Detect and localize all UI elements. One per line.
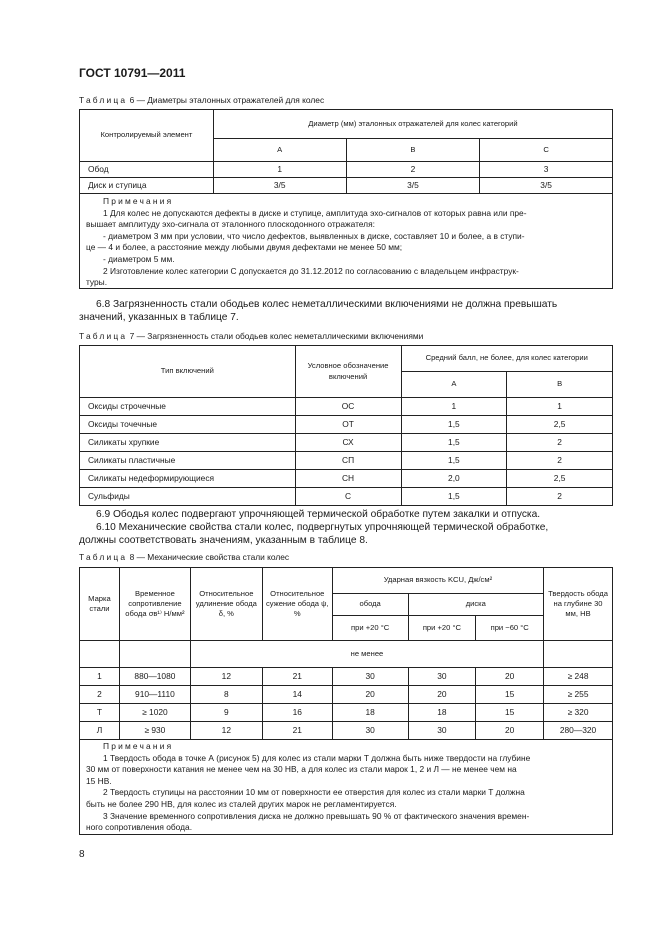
table8-note-line: ного сопротивления обода.	[86, 822, 193, 833]
table6	[79, 109, 613, 194]
table6-notes-title: Примечания	[103, 196, 174, 206]
table8-rim-header: обода	[332, 594, 408, 616]
table8-cell: 18	[332, 704, 408, 722]
table6-cell: 3/5	[213, 178, 346, 194]
table8-empty-cell	[119, 641, 190, 668]
table7-row-name: Сульфиды	[80, 488, 296, 506]
table8-elongation-header: Относительное удлинение обода δ, %	[190, 568, 262, 641]
table6-cat-a: А	[213, 139, 346, 162]
table8-cell: 16	[262, 704, 332, 722]
table7-cell: 1,5	[401, 488, 507, 506]
table-row	[80, 178, 613, 194]
table8-cell: 21	[262, 668, 332, 686]
table6-row-name: Обод	[80, 162, 214, 178]
table8-cell: ≥ 930	[119, 722, 190, 740]
table7-row-code: С	[295, 488, 401, 506]
table-row	[80, 416, 613, 434]
table7-cat-a: А	[401, 372, 507, 398]
table8-cell: 910—1110	[119, 686, 190, 704]
table7-cell: 1	[401, 398, 507, 416]
table-row	[80, 668, 613, 686]
table8-cell: 30	[408, 668, 476, 686]
table6-row-name: Диск и ступица	[80, 178, 214, 194]
table8-cell: 14	[262, 686, 332, 704]
table7-cell: 2,5	[507, 470, 613, 488]
table8-note-line: быть не более 290 НВ, для колес из сталей других марок не регламентируется.	[86, 798, 397, 809]
document-header: ГОСТ 10791—2011	[79, 66, 186, 80]
paragraph-6-9: 6.9 Ободья колес подвергают упрочняющей термической обработке путем закалки и отпуска.	[96, 509, 541, 520]
table8-cell: ≥ 320	[544, 704, 613, 722]
table8-cell: 20	[408, 686, 476, 704]
table8-cell: 30	[332, 668, 408, 686]
paragraph-line: 6.10 Механические свойства стали колес, подвергнутых упрочняющей термической обработке,	[96, 522, 549, 534]
table8-disc-header: диска	[408, 594, 544, 616]
table6-group-header: Диаметр (мм) эталонных отражателей для колес категорий	[213, 110, 612, 139]
table6-note-line: вышает амплитуду эхо-сигнала от эталонного плоскодонного отражателя:	[86, 219, 375, 230]
table8-cell: ≥ 255	[544, 686, 613, 704]
table8-note-line: 2 Твердость ступицы на расстоянии 10 мм от поверхности ее отверстия для колес из стали марки Т должна	[103, 787, 525, 798]
table8-cell: 9	[190, 704, 262, 722]
table7-row-code: СН	[295, 470, 401, 488]
paragraph-line: 6.8 Загрязненность стали ободьев колес неметаллическими включениями не должна превышать	[96, 299, 558, 310]
table8-cell: Т	[80, 704, 120, 722]
table7-row-name: Силикаты хрупкие	[80, 434, 296, 452]
table7-row-name: Оксиды строчечные	[80, 398, 296, 416]
table8-cell: 21	[262, 722, 332, 740]
table8-cell: 30	[332, 722, 408, 740]
table8-temp-header: при +20 °С	[408, 616, 476, 641]
table7-row-name: Оксиды точечные	[80, 416, 296, 434]
table7-group-header: Средний балл, не более, для колес категории	[401, 346, 613, 372]
table8-cell: Л	[80, 722, 120, 740]
table7-col1-header: Тип включений	[80, 346, 296, 398]
table8-cell: 12	[190, 722, 262, 740]
table8-cell: 880—1080	[119, 668, 190, 686]
table7-row-code: ОТ	[295, 416, 401, 434]
table8-cell: 8	[190, 686, 262, 704]
table8-caption-text: 8 — Механические свойства стали колес	[129, 552, 290, 562]
table8-cell: 1	[80, 668, 120, 686]
table-row	[80, 722, 613, 740]
table6-cell: 1	[213, 162, 346, 178]
paragraph-line: должны соответствовать значениям, указанным в таблице 8.	[79, 535, 368, 547]
table8-tensile-header: Временное сопротивление обода σв¹⁾ Н/мм²	[119, 568, 190, 641]
table6-note-line: 2 Изготовление колес категории С допускается до 31.12.2012 по согласованию с владельцем инфраструк-	[103, 265, 519, 276]
table7-cell: 2,0	[401, 470, 507, 488]
table8-min-header: не менее	[190, 641, 543, 668]
table-row	[80, 470, 613, 488]
table8-empty-cell	[80, 641, 120, 668]
table8-impact-header: Ударная вязкость KCU, Дж/см²	[332, 568, 543, 594]
table8-cell: 15	[476, 704, 544, 722]
table-row	[80, 434, 613, 452]
table6-cell: 3/5	[480, 178, 613, 194]
table8-caption	[79, 552, 289, 562]
table8-note-line: 1 Твердость обода в точке А (рисунок 5) для колес из стали марки Т должна быть ниже твердости на глубине	[103, 752, 531, 763]
table8-notes-title: Примечания	[103, 741, 174, 751]
table7-row-name: Силикаты недеформирующиеся	[80, 470, 296, 488]
table7-row-code: ОС	[295, 398, 401, 416]
table7-caption	[79, 331, 423, 341]
table7-row-name: Силикаты пластичные	[80, 452, 296, 470]
table8-contraction-header: Относительное сужение обода ψ, %	[262, 568, 332, 641]
table7-cell: 1,5	[401, 434, 507, 452]
table-row	[80, 162, 613, 178]
table6-note-line: - диаметром 3 мм при условии, что число дефектов, выявленных в диске, составляет 10 и более, а в ступи-	[103, 230, 525, 241]
table8-cell: ≥ 1020	[119, 704, 190, 722]
table6-cell: 3	[480, 162, 613, 178]
table6-caption-label: Таблица	[79, 95, 128, 105]
table7	[79, 345, 613, 506]
table6-cell: 3/5	[346, 178, 480, 194]
table7-caption-label: Таблица	[79, 331, 128, 341]
table6-note-line: туры.	[86, 277, 108, 288]
table-row	[80, 704, 613, 722]
table6-caption-text: 6 — Диаметры эталонных отражателей для колес	[129, 95, 325, 105]
table6-note-line: - диаметром 5 мм.	[103, 253, 175, 264]
table8-empty-cell	[544, 641, 613, 668]
table6-note-line: це — 4 и более, а расстояние между любыми двумя дефектами не менее 50 мм;	[86, 242, 403, 253]
page-number: 8	[79, 849, 85, 860]
table8-cell: 12	[190, 668, 262, 686]
table8-cell: 30	[408, 722, 476, 740]
table7-cell: 1,5	[401, 452, 507, 470]
table7-cell: 2	[507, 434, 613, 452]
table8-note-line: 30 мм от поверхности катания не менее чем на 30 НВ, а для колес из стали марок 1, 2 и Л — не менее чем на	[86, 764, 517, 775]
table8-cell: 20	[332, 686, 408, 704]
table7-cell: 1	[507, 398, 613, 416]
table8-cell: 20	[476, 722, 544, 740]
table6-note-line: 1 Для колес не допускаются дефекты в диске и ступице, амплитуда эхо-сигналов от которых равна или пре-	[103, 207, 527, 218]
table7-row-code: СХ	[295, 434, 401, 452]
table6-cat-c: С	[480, 139, 613, 162]
table8-cell: 18	[408, 704, 476, 722]
table7-caption-text: 7 — Загрязненность стали ободьев колес неметаллическими включениями	[129, 331, 424, 341]
table-row	[80, 398, 613, 416]
table8-cell: 280—320	[544, 722, 613, 740]
table8-cell: 15	[476, 686, 544, 704]
table6-cat-b: В	[346, 139, 480, 162]
table7-row-code: СП	[295, 452, 401, 470]
table6-col1-header: Контролируемый элемент	[80, 110, 214, 162]
table8-hardness-header: Твердость обода на глубине 30 мм, НВ	[544, 568, 613, 641]
table7-cell: 1,5	[401, 416, 507, 434]
table8-temp-header: при −60 °С	[476, 616, 544, 641]
table8-note-line: 15 НВ.	[86, 775, 112, 786]
paragraph-line: значений, указанных в таблице 7.	[79, 312, 239, 324]
table7-cell: 2	[507, 488, 613, 506]
table8-cell: 2	[80, 686, 120, 704]
table8-temp-header: при +20 °С	[332, 616, 408, 641]
paragraph-6-8	[79, 298, 619, 324]
table-row	[80, 488, 613, 506]
table8-grade-header: Марка стали	[80, 568, 120, 641]
table6-notes	[79, 193, 613, 289]
table8-note-line: 3 Значение временного сопротивления диска не должно превышать 90 % от фактического значения времен-	[103, 810, 530, 821]
table-row	[80, 686, 613, 704]
table8-cell: 20	[476, 668, 544, 686]
table8-cell: ≥ 248	[544, 668, 613, 686]
table8-notes	[79, 738, 613, 835]
paragraph-6-9-6-10	[79, 508, 619, 548]
table8-caption-label: Таблица	[79, 552, 128, 562]
table6-cell: 2	[346, 162, 480, 178]
table8	[79, 567, 613, 740]
table6-caption	[79, 95, 324, 105]
table-row	[80, 452, 613, 470]
table7-cat-b: В	[507, 372, 613, 398]
table7-col2-header: Условное обозначение включений	[295, 346, 401, 398]
table7-cell: 2,5	[507, 416, 613, 434]
table7-cell: 2	[507, 452, 613, 470]
